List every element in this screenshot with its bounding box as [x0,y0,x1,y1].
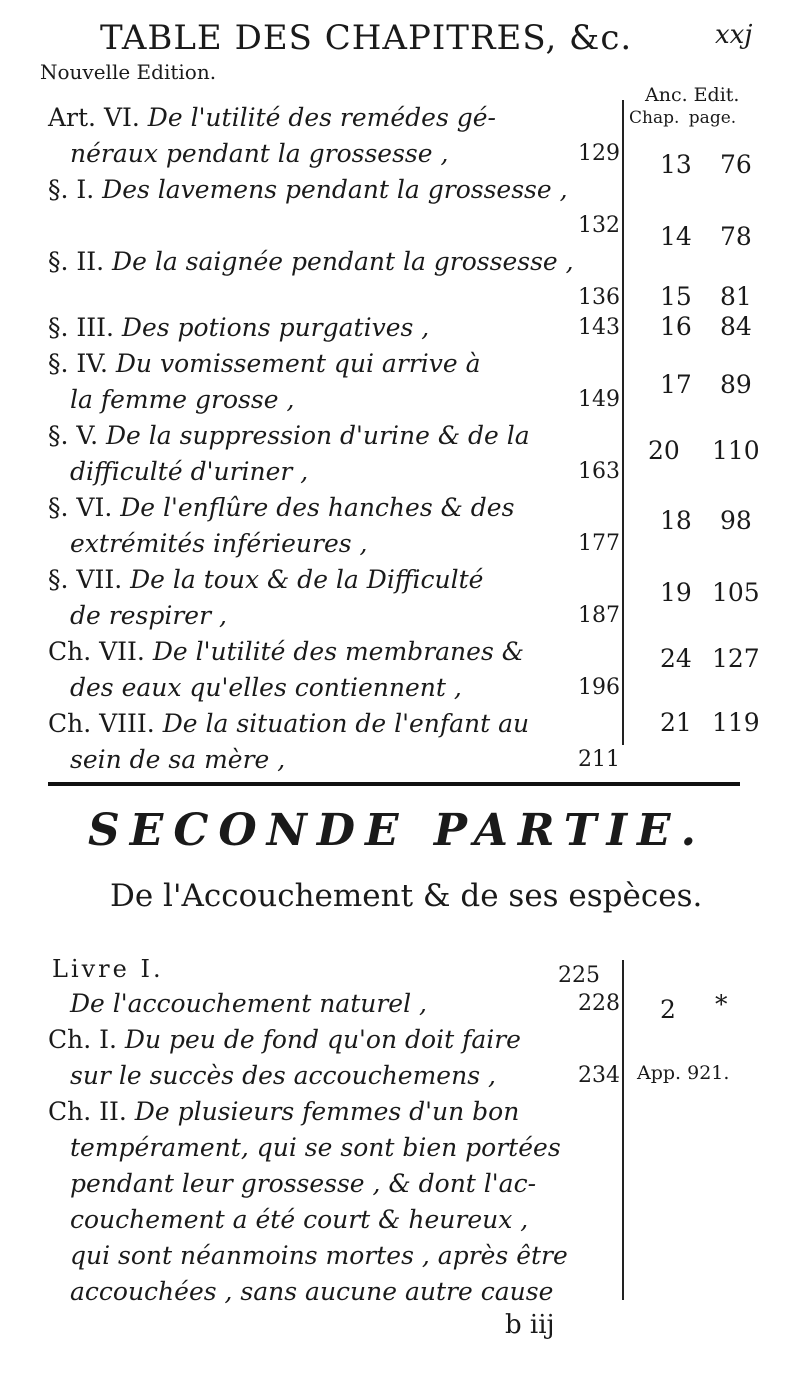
running-title: TABLE DES CHAPITRES, &c. [100,18,633,58]
toc-line: §. I. Des lavemens pendant la grossesse , [48,175,568,204]
ref-page: * [715,990,728,1019]
ref-chap: 19 [660,578,692,607]
appendix-ref: App. 921. [637,1062,730,1084]
toc-line: des eaux qu'elles contiennent , 196 [70,673,620,702]
toc-line: la femme grosse , 149 [70,385,620,414]
folio-number: xxj [715,20,753,50]
toc-line: Art. VI. De l'utilité des remédes gé- [48,103,496,132]
ref-page: 127 [712,644,760,673]
section-separator [48,782,740,786]
signature-mark: b iij [505,1310,555,1340]
toc-line: Ch. II. De plusieurs femmes d'un bon [48,1097,520,1126]
ref-chap: 15 [660,282,692,311]
toc-line: Ch. I. Du peu de fond qu'on doit faire [48,1025,521,1054]
ref-page: 119 [712,708,760,737]
section-title: SECONDE PARTIE. [88,805,706,856]
toc-line: Ch. VIII. De la situation de l'enfant au [48,709,530,738]
toc-line: sein de sa mère , 211 [70,745,620,774]
toc-line: §. IV. Du vomissement qui arrive à [48,349,481,378]
ref-chap: 2 [660,995,676,1024]
toc-line: difficulté d'uriner , 163 [70,457,620,486]
livre-heading: Livre I. [52,955,164,983]
ref-page: 76 [720,150,752,179]
column-divider-top [622,100,624,745]
toc-line: qui sont néanmoins mortes , après être [70,1241,568,1270]
section-subtitle: De l'Accouchement & de ses espèces. [110,878,703,914]
ref-chap: 20 [648,436,680,465]
livre-page: 225 [558,963,600,988]
ref-page: 110 [712,436,760,465]
column-header-anc-edit: Anc. Edit. [645,84,740,106]
ref-chap: 21 [660,708,692,737]
toc-line: sur le succès des accouchemens , 234 [70,1061,620,1090]
toc-line: tempérament, qui se sont bien portées [70,1133,561,1162]
column-header-chap-page [625,108,736,128]
ref-chap: 13 [660,150,692,179]
ref-page: 89 [720,370,752,399]
ref-chap: 18 [660,506,692,535]
toc-line: extrémités inférieures , 177 [70,529,620,558]
edition-label: Nouvelle Edition. [40,60,217,84]
ref-page: 81 [720,282,752,311]
toc-line: §. III. Des potions purgatives , 143 [48,313,620,342]
toc-line: §. II. De la saignée pendant la grossesse , [48,247,574,276]
toc-line: Ch. VII. De l'utilité des membranes & [48,637,524,666]
ref-chap: 17 [660,370,692,399]
column-header-chap: Chap. [629,108,680,128]
ref-page: 78 [720,222,752,251]
ref-chap: 14 [660,222,692,251]
toc-line: de respirer , 187 [70,601,620,630]
ref-page: 98 [720,506,752,535]
toc-line: couchement a été court & heureux , [70,1205,529,1234]
ref-page: 105 [712,578,760,607]
toc-line: accouchées , sans aucune autre cause [70,1277,554,1306]
ref-page: 84 [720,312,752,341]
toc-line: néraux pendant la grossesse , 129 [70,139,620,168]
ref-chap: 24 [660,644,692,673]
column-divider-bottom [622,960,624,1300]
toc-line: §. V. De la suppression d'urine & de la [48,421,530,450]
toc-line: pendant leur grossesse , & dont l'ac- [70,1169,537,1198]
toc-line: §. VI. De l'enflûre des hanches & des [48,493,515,522]
ref-chap: 16 [660,312,692,341]
toc-line: §. VII. De la toux & de la Difficulté [48,565,484,594]
toc-line: De l'accouchement naturel , 228 [70,989,620,1018]
column-header-page: page. [688,108,737,128]
